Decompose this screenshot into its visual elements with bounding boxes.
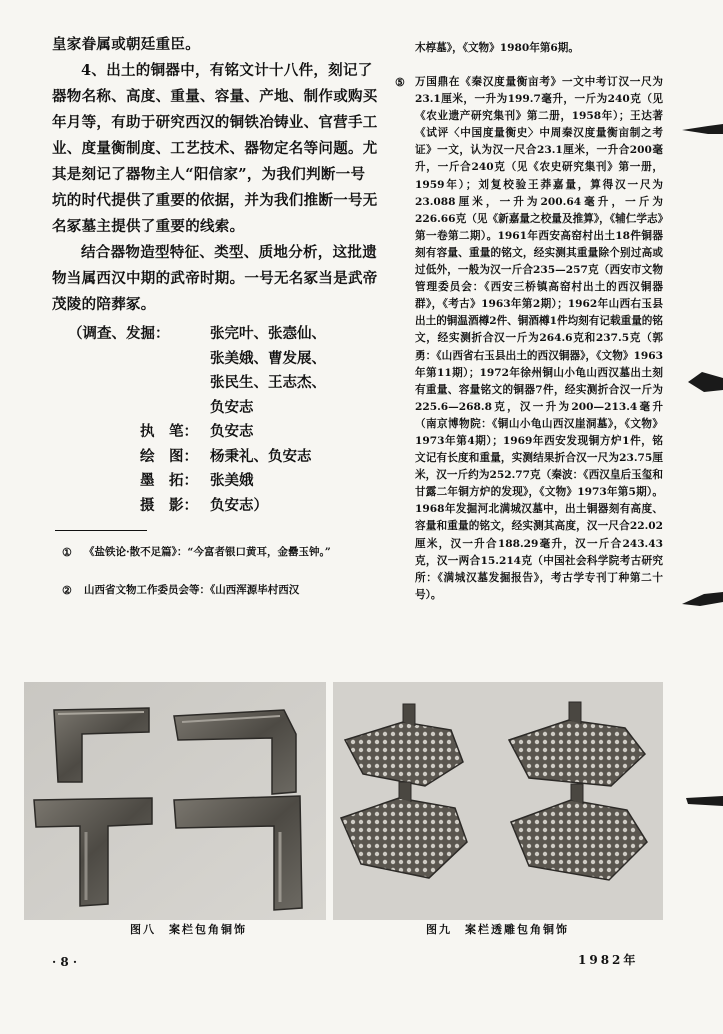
- scan-mark-icon: [680, 118, 723, 140]
- figure-9-photo: [333, 682, 663, 920]
- credit-survey: [68, 322, 326, 420]
- figure-9-caption: 图九 案栏透雕包角铜饰: [426, 923, 569, 936]
- survey-names-line: 负安志: [210, 398, 254, 416]
- footnote-2-marker: ②: [62, 584, 72, 597]
- note-continuation: 木椁墓》，《文物》1980年第6期。: [415, 42, 579, 54]
- figure-8-caption: 图八 案栏包角铜饰: [130, 923, 247, 936]
- credit-drawing-name: 杨秉礼、负安志: [210, 447, 312, 465]
- credit-rubbing: [140, 469, 326, 494]
- survey-names-line: 张完叶、张悫仙、: [210, 325, 326, 342]
- footnote-2: [62, 582, 362, 599]
- credit-photo: [140, 494, 326, 519]
- credit-survey-label: （调查、发掘：: [68, 325, 170, 342]
- footnote-2-text: 山西省文物工作委员会等：《山西浑源毕村西汉: [84, 584, 300, 596]
- page-number: · 8 ·: [52, 955, 78, 969]
- scan-mark-icon: [684, 792, 723, 810]
- credit-writer-label: 执 笔：: [140, 423, 198, 440]
- credit-rubbing-name: 张美娥: [210, 472, 254, 489]
- credit-writer: [140, 420, 326, 445]
- note-5-marker: ⑤: [395, 76, 405, 89]
- footnote-1-marker: ①: [62, 546, 72, 559]
- credits-block: [68, 322, 326, 518]
- credit-drawing-label: 绘 图：: [140, 447, 198, 465]
- credit-photo-label: 摄 影：: [140, 496, 198, 514]
- paragraph-5: 结合器物造型特征、类型、质地分析，这批遗物当属西汉中期的武帝时期。一号无名冢当是武帝茂陵的陪葬冢。: [52, 244, 378, 313]
- survey-names-line: 张美娥、曹发展、: [210, 349, 326, 367]
- notes-right-column: [395, 40, 663, 620]
- figure-8-image: [24, 682, 326, 920]
- paragraph-4: 4、出土的铜器中，有铭文计十八件，刻记了器物名称、高度、重量、容量、产地、制作或购买年月等，有助于研究西汉的铜铁冶铸业、官营手工业、度量衡制度、工艺技术、器物定名等问题。尤其是刻记了器物主人“阳信家”，为我们判断一号坑的时代提供了重要的依据，并为我们推断一号无名冢墓主提供了重要的线索。: [52, 62, 378, 235]
- credit-writer-name: 负安志: [210, 423, 254, 440]
- footnote-1-text: 《盐铁论·散不足篇》：“今富者银口黄耳，金罍玉钟。”: [84, 546, 331, 558]
- credit-rubbing-label: 墨 拓：: [140, 472, 198, 489]
- figure-8-photo: [24, 682, 326, 920]
- issue-year: 1982年: [578, 953, 639, 967]
- note-5-text: 万国鼎在《秦汉度量衡亩考》一文中考订汉一尺为23.1厘米，一升为199.7毫升，一斤为240克（见《农业遗产研究集刊》第二册，1958年）；王达著《试评〈中国度量衡史〉中周秦汉度量衡亩制之考证》一文，认为汉一尺合23.1厘米，一升合200毫升，一斤合240克（见《农史研究集刊》第一册，1959年）；刘复校验王莽嘉量，算得汉一尺为23.088厘米，一升为200.64毫升，一斤为226.66克（见《新嘉量之校量及推算》，《辅仁学志》第一卷第二期）。1961年西安高窑村出土18件铜器刻有容量、重量的铭文，经实测其重量除个别过高或过低外，一般为汉一斤合235—257克（西安市文物管理委员会：《西安三桥镇高窑村出土的西汉铜器群》，《考古》1963年第2期）；1962年山西右玉县出土的铜温酒樽2件、铜酒樽1件均刻有记载重量的铭文，经实测折合汉一斤为264.6克和237.5克（郭勇：《山西省右玉县出土的西汉铜器》，《文物》1963年第11期）；1972年徐州铜山小龟山西汉墓出土刻有重量、容量铭文的铜器7件，经实测折合汉一斤为225.6—268.8克，汉一升为200—213.4毫升（南京博物院：《铜山小龟山西汉崖洞墓》，《文物》1973年第4期）；1969年西安发现铜方炉1件，铭文记有长度和重量，实测结果折合汉一尺为23.75厘米，汉一斤约为252.77克（秦波：《西汉皇后玉玺和甘露二年铜方炉的发现》，《文物》1973年第5期）。1968年发掘河北满城汉墓中，出土铜器刻有高度、容量和重量的铭文，经实测其高度，汉一尺合22.02厘米，汉一升合188.29毫升，汉一斤合243.43克，汉一两合15.214克（中国社会科学院考古研究所：《满城汉墓发掘报告》，考古学专刊丁种第二十号）。: [415, 76, 663, 601]
- figure-9-image: [333, 682, 663, 920]
- survey-names-line: 张民生、王志杰、: [210, 374, 326, 391]
- credit-survey-names: [210, 322, 326, 420]
- scan-mark-icon: [680, 588, 723, 610]
- footnote-1: [62, 544, 362, 561]
- paragraph-intro: 皇家眷属或朝廷重臣。: [52, 36, 200, 53]
- footnote-rule: [55, 530, 147, 531]
- credit-photo-name: 负安志）: [210, 496, 268, 514]
- credit-drawing: [140, 445, 326, 470]
- scan-mark-icon: [684, 368, 723, 396]
- body-text-left: [52, 32, 380, 318]
